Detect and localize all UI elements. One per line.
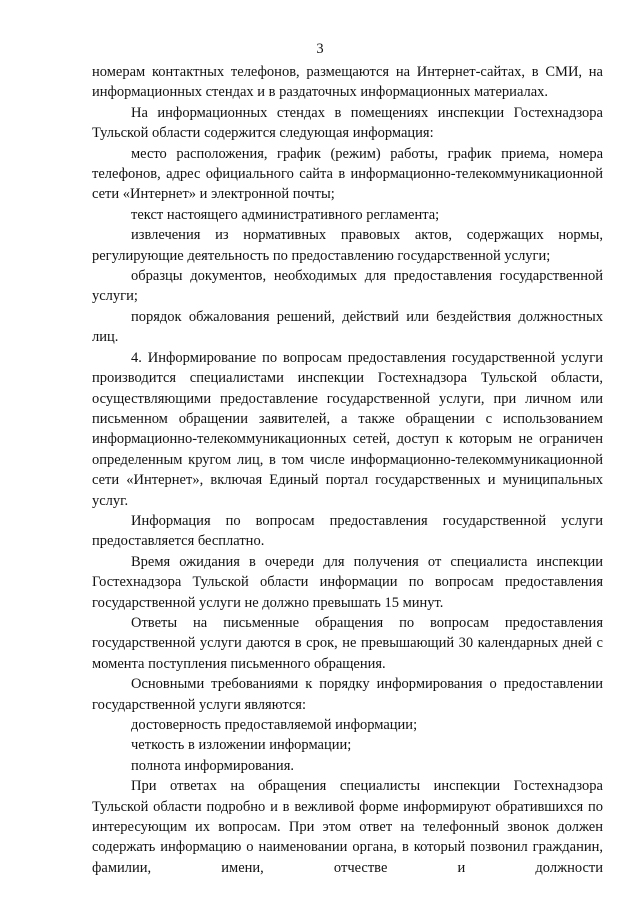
paragraph: Ответы на письменные обращения по вопросам предоставления государственной услуги даются в срок, не превышающий 30 календарных дней с момента поступления письменного обращения. — [92, 614, 603, 672]
paragraph: Основными требованиями к порядку информирования о предоставлении государственной услуги являются: — [92, 676, 603, 713]
paragraph: Время ожидания в очереди для получения от специалиста инспекции Гостехнадзора Тульской области информации по вопросам предоставления государственной услуги не должно превышать 15 минут. — [92, 553, 603, 611]
paragraph: номерам контактных телефонов, размещаются на Интернет-сайтах, в СМИ, на информационных стендах и в раздаточных информационных материалах. — [92, 64, 603, 101]
paragraph: место расположения, график (режим) работы, график приема, номера телефонов, адрес официального сайта в информационно-телекоммуникационной сети «Интернет» и электронной почты; — [92, 145, 603, 203]
paragraph: порядок обжалования решений, действий или бездействия должностных лиц. — [92, 308, 603, 346]
paragraph: Информация по вопросам предоставления государственной услуги предоставляется бесплатно. — [92, 512, 603, 550]
document-body — [92, 62, 603, 878]
page-number: 3 — [316, 41, 324, 57]
paragraph: При ответах на обращения специалисты инспекции Гостехнадзора Тульской области подробно и в вежливой форме информируют обратившихся по интересующим их вопросам. При этом ответ на телефонный звонок должен содержать информацию о наименовании органа, в который позвонил гражданин, фамилии, имени, отчестве и должности — [92, 778, 603, 876]
paragraph: достоверность предоставляемой информации; — [131, 717, 418, 733]
paragraph: образцы документов, необходимых для предоставления государственной услуги; — [92, 268, 603, 305]
paragraph: текст настоящего административного регламента; — [131, 206, 440, 223]
paragraph: 4. Информирование по вопросам предоставления государственной услуги производится специалистами инспекции Гостехнадзора Тульской области, осуществляющими предоставление государственной услуги, при личном или письменном обращении заявителей, а также обращении с использованием информационно-телекоммуникационных сетей, доступ к которым не ограничен определенным кругом лиц, в том числе информационно-телекоммуникационной сети «Интернет», включая Единый портал государственных и муниципальных услуг. — [92, 349, 603, 509]
paragraph: извлечения из нормативных правовых актов, содержащих нормы, регулирующие деятельность по предоставлению государственной услуги; — [92, 227, 603, 264]
paragraph: полнота информирования. — [131, 757, 294, 774]
paragraph: четкость в изложении информации; — [131, 737, 352, 754]
paragraph: На информационных стендах в помещениях инспекции Гостехнадзора Тульской области содержится следующая информация: — [92, 104, 603, 142]
